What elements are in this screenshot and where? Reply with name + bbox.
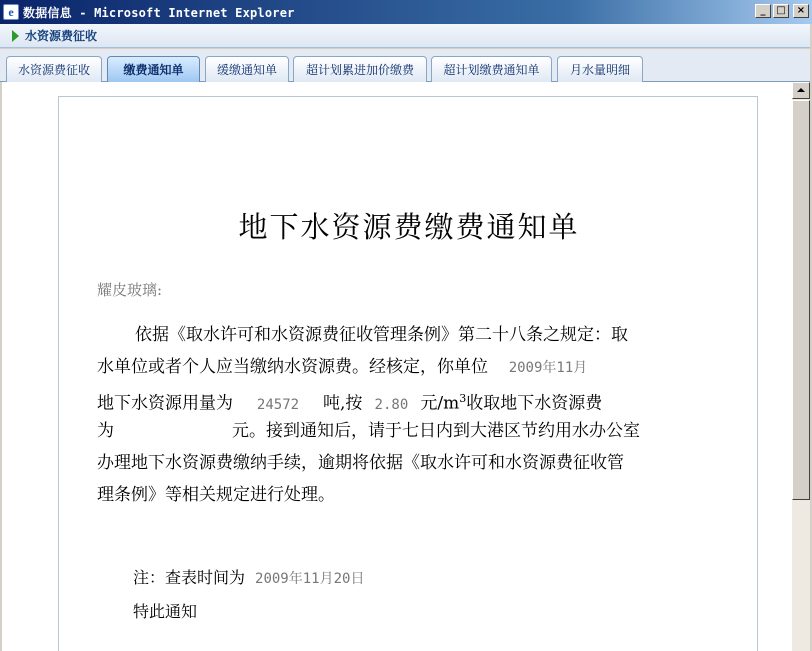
window-controls <box>755 4 809 18</box>
minimize-button[interactable]: _ <box>755 4 771 18</box>
ie-icon: e <box>3 4 19 20</box>
note-label: 注：查表时间为 <box>133 568 246 587</box>
check-date-note <box>133 565 364 588</box>
collect-fee-label: 收取地下水资源费 <box>466 393 603 414</box>
content-area <box>2 82 792 651</box>
section-header <box>0 24 812 48</box>
usage-label: 地下水资源用量为 <box>97 393 233 414</box>
vertical-scrollbar[interactable] <box>792 82 810 651</box>
amount-label: 为 <box>97 421 114 441</box>
body-line-1: 依据《取水许可和水资源费征收管理条例》第二十八条之规定：取 <box>135 325 628 345</box>
unit-superscript: 3 <box>459 392 467 405</box>
tab-water-fee-collection[interactable]: 水资源费征收 <box>6 56 102 82</box>
unit-label: 元/m <box>420 393 460 414</box>
tons-label: 吨,按 <box>323 393 363 414</box>
window-title: 数据信息 - Microsoft Internet Explorer <box>23 5 295 20</box>
tab-monthly-water-detail[interactable]: 月水量明细 <box>557 56 643 82</box>
period-value: 2009年11月 <box>508 360 588 376</box>
maximize-button[interactable]: □ <box>773 4 789 18</box>
closing-text: 特此通知 <box>133 602 198 621</box>
notice-body <box>97 319 721 511</box>
check-date-value: 2009年11月20日 <box>255 571 365 587</box>
arrow-right-icon <box>12 30 19 42</box>
quantity-value: 24572 <box>256 396 300 413</box>
notice-title: 地下水资源费缴费通知单 <box>238 210 580 244</box>
body-line-5: 办理地下水资源费缴纳手续，逾期将依据《取水许可和水资源费征收管 <box>97 453 624 473</box>
tab-over-plan-progressive-fee[interactable]: 超计划累进加价缴费 <box>293 56 427 82</box>
recipient-name: 耀皮玻璃: <box>97 281 163 299</box>
body-line-2: 水单位或者个人应当缴纳水资源费。经核定，你单位 <box>97 357 488 377</box>
price-value: 2.80 <box>374 396 409 413</box>
tab-payment-notice[interactable]: 缴费通知单 <box>107 56 200 82</box>
close-button[interactable]: × <box>793 4 809 18</box>
tab-bar <box>0 49 812 82</box>
scroll-thumb[interactable] <box>792 100 810 500</box>
body-line-6: 理条例》等相关规定进行处理。 <box>97 485 335 505</box>
body-line-4: 元。接到通知后，请于七日内到大港区节约用水办公室 <box>232 421 640 441</box>
tab-over-plan-fee-notice[interactable]: 超计划缴费通知单 <box>431 56 552 82</box>
notice-document <box>58 96 758 651</box>
scroll-up-button[interactable] <box>792 82 810 99</box>
tab-deferred-payment-notice[interactable]: 缓缴通知单 <box>205 56 289 82</box>
section-title: 水资源费征收 <box>25 29 98 43</box>
window-title-bar <box>0 0 812 24</box>
